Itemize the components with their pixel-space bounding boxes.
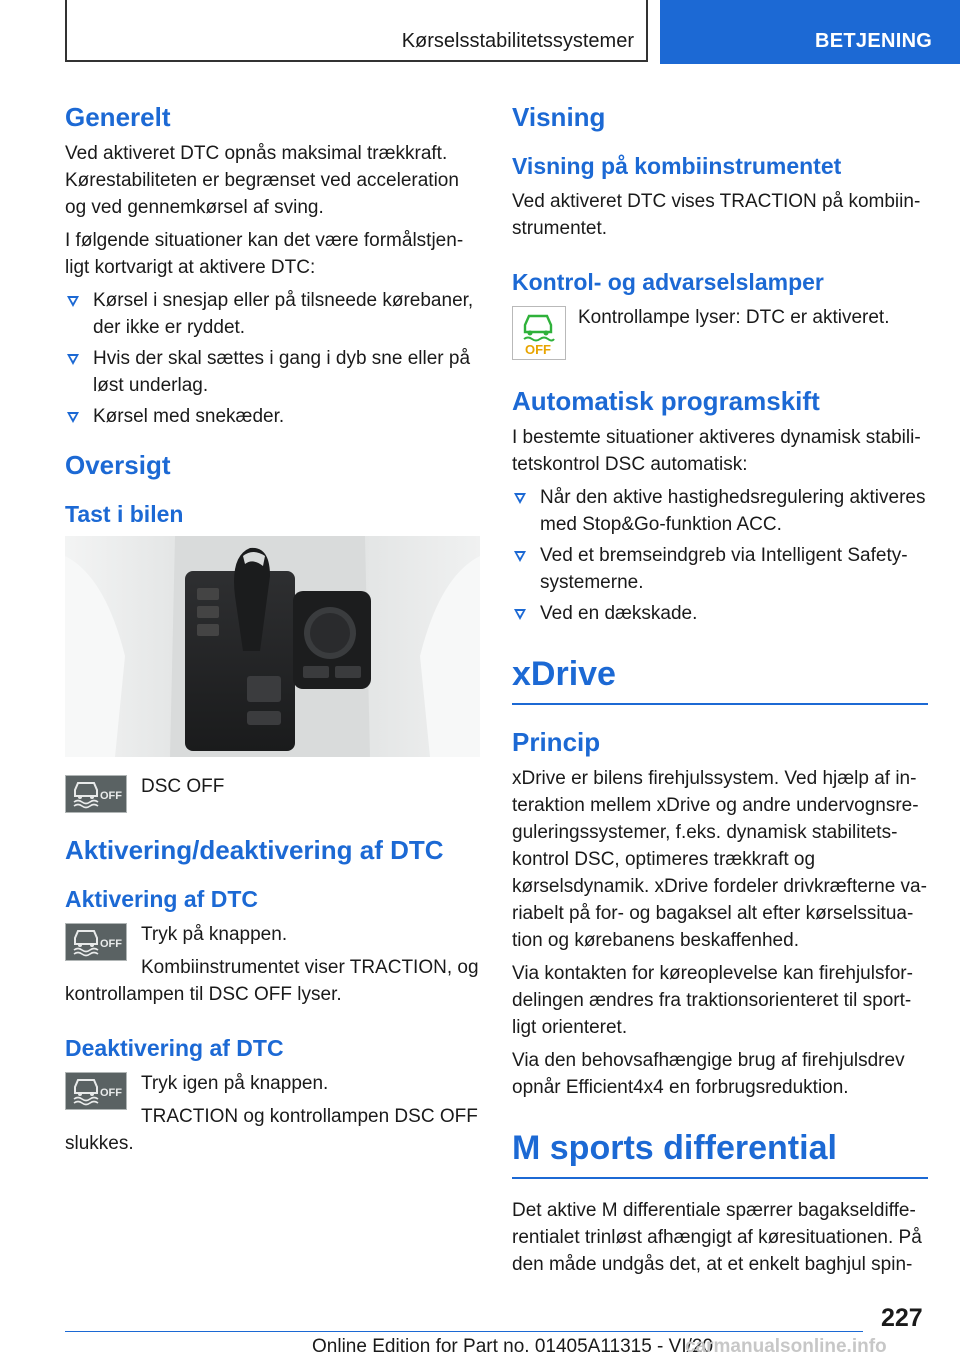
heading-visning: Visning — [512, 102, 606, 132]
footer-edition: Online Edition for Part no. 01405A11315 - VI/20 — [312, 1336, 714, 1357]
triangle-bullet-icon — [514, 493, 526, 504]
deaktivering-step: Tryk igen på knappen. — [141, 1073, 329, 1094]
heading-deaktivering: Deaktivering af DTC — [65, 1035, 284, 1061]
dsc-off-icon — [65, 923, 127, 961]
generelt-paragraph-2: I følgende situationer kan det være formålstjenligt kortvarigt at aktivere DTC: — [65, 230, 464, 278]
princip-paragraph-2: Via kontakten for køreoplevelse kan firehjulsfordelingen ændres fra traktionsorienteret til sportligt orienteret. — [512, 963, 913, 1038]
triangle-bullet-icon — [67, 296, 79, 307]
heading-kontrol-advarselslamper: Kontrol- og advarselslamper — [512, 269, 824, 295]
heading-aktivering-deaktivering: Aktivering/deaktivering af DTC — [65, 835, 444, 865]
svg-text:OFF: OFF — [525, 342, 551, 357]
right-column — [512, 98, 928, 1284]
chapter-title: BETJENING — [815, 30, 933, 52]
triangle-bullet-icon — [514, 609, 526, 620]
aktivering-result: Kombiinstrumentet viser TRACTION, og kontrollampen til DSC OFF lyser. — [65, 957, 479, 1005]
auto-list — [512, 484, 928, 627]
dsc-off-icon — [65, 775, 127, 813]
dsc-off-row — [65, 773, 480, 813]
heading-m-sports-differential: M sports differential — [512, 1125, 928, 1179]
deaktivering-row — [65, 1070, 480, 1157]
heading-tast-i-bilen: Tast i bilen — [65, 501, 184, 527]
dsc-off-label: DSC OFF — [141, 776, 225, 797]
section-title: Kørselsstabilitetssystemer — [401, 30, 634, 52]
heading-automatisk-programskift: Automatisk programskift — [512, 386, 820, 416]
list-item: Kørsel i snesjap eller på tilsneede kørebaner, der ikke er ryddet. — [65, 287, 480, 341]
kontrollampe-row — [512, 304, 928, 364]
section-title-box — [65, 0, 648, 62]
triangle-bullet-icon — [67, 354, 79, 365]
chapter-tab — [660, 0, 960, 64]
svg-text:OFF: OFF — [100, 790, 122, 802]
auto-paragraph: I bestemte situationer aktiveres dynamisk stabilitetskontrol DSC automatisk: — [512, 427, 921, 475]
heading-oversigt: Oversigt — [65, 450, 171, 480]
list-item: Ved et bremseindgreb via Intelligent Safety-systemerne. — [512, 542, 928, 596]
page-header — [0, 0, 960, 64]
left-column — [65, 98, 480, 1163]
heading-generelt: Generelt — [65, 102, 171, 132]
center-console-photo — [65, 536, 480, 757]
generelt-paragraph-1: Ved aktiveret DTC opnås maksimal trækkraft. Kørestabiliteten er begrænset ved acceleration og ved gennemkørsel af sving. — [65, 143, 459, 218]
heading-xdrive: xDrive — [512, 651, 928, 705]
heading-visning-kombi: Visning på kombiinstrumentet — [512, 153, 842, 179]
list-item: Kørsel med snekæder. — [65, 403, 480, 430]
footer-divider — [65, 1331, 863, 1332]
generelt-list — [65, 287, 480, 430]
deaktivering-result: TRACTION og kontrollampen DSC OFF slukkes. — [65, 1106, 478, 1154]
svg-text:OFF: OFF — [100, 938, 122, 950]
footer-watermark: carmanualsonline.info — [685, 1336, 887, 1357]
traction-off-icon — [512, 306, 566, 360]
triangle-bullet-icon — [67, 412, 79, 423]
heading-aktivering: Aktivering af DTC — [65, 886, 258, 912]
list-item: Hvis der skal sættes i gang i dyb sne eller på løst underlag. — [65, 345, 480, 399]
msport-paragraph: Det aktive M differentiale spærrer bagakseldifferentialet trinløst afhængigt af køresituationen. På den måde undgås det, at et enkelt baghjul spin- — [512, 1200, 922, 1275]
list-item: Ved en dækskade. — [512, 600, 928, 627]
svg-text:OFF: OFF — [100, 1087, 122, 1099]
princip-paragraph-3: Via den behovsafhængige brug af firehjulsdrev opnår Efficient4x4 en forbrugsreduktion. — [512, 1050, 905, 1098]
list-item: Når den aktive hastighedsregulering aktiveres med Stop&Go-funktion ACC. — [512, 484, 928, 538]
aktivering-row — [65, 921, 480, 1008]
page-number: 227 — [881, 1304, 923, 1332]
dsc-off-icon — [65, 1072, 127, 1110]
aktivering-step: Tryk på knappen. — [141, 924, 288, 945]
triangle-bullet-icon — [514, 551, 526, 562]
heading-princip: Princip — [512, 727, 601, 757]
kontrollampe-text: Kontrollampe lyser: DTC er aktiveret. — [578, 307, 890, 328]
visning-kombi-paragraph: Ved aktiveret DTC vises TRACTION på kombiinstrumentet. — [512, 191, 921, 239]
princip-paragraph-1: xDrive er bilens firehjulssystem. Ved hjælp af interaktion mellem xDrive og andre undervognsreguleringssystemer, f.eks. dynamisk stabilitetskontrol DSC, optimeres trækkraft og kørselsdynamik. xDrive fordeler drivkræfterne variabelt på for- og bagaksel alt efter kørselssituation og kørebanens beskaffenhed. — [512, 768, 927, 951]
